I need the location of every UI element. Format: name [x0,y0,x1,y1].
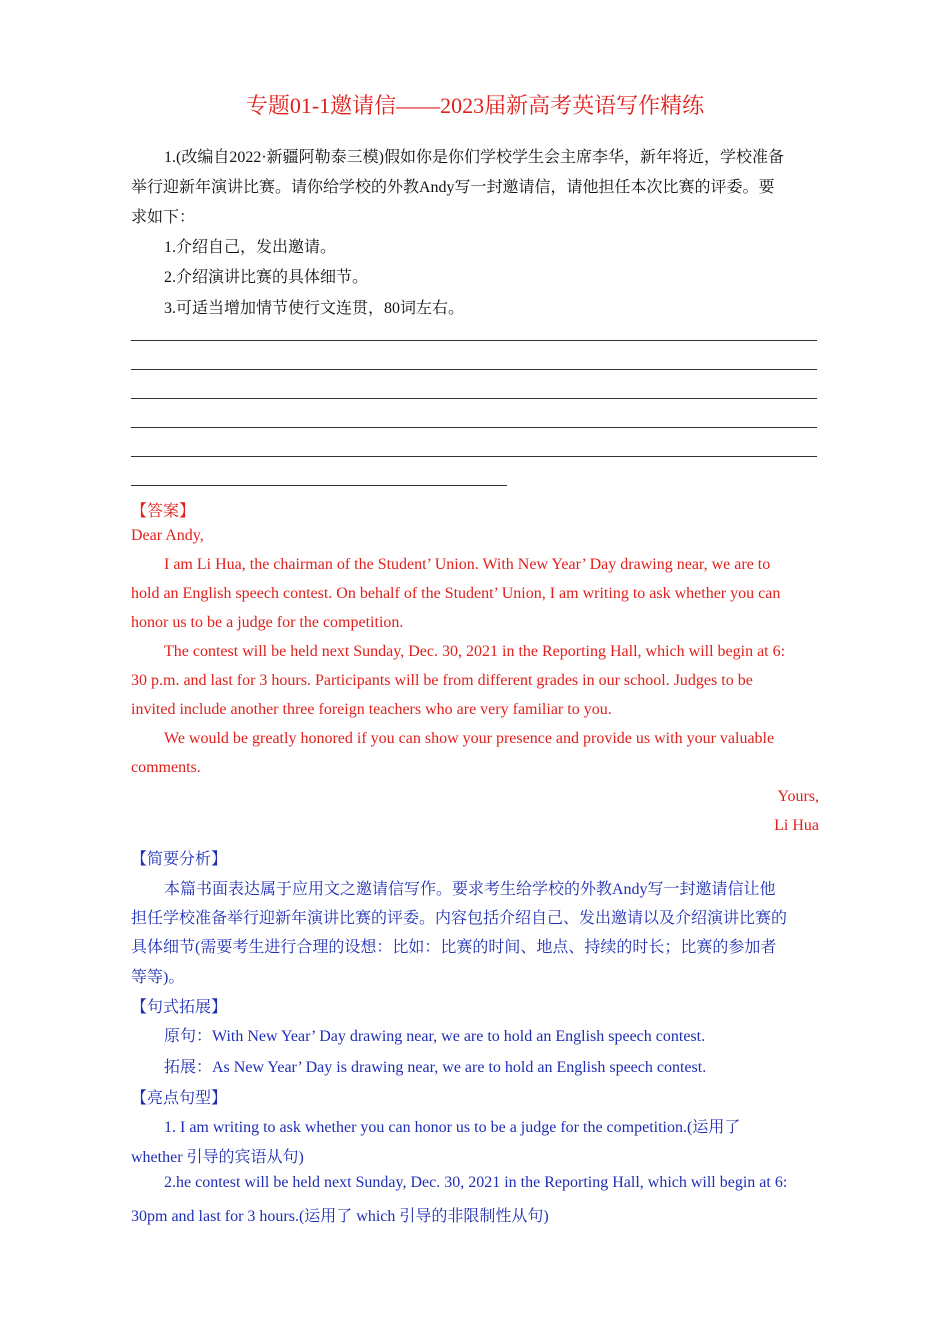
requirement-3: 3.可适当增加情节使行文连贯，80词左右。 [164,300,465,317]
highlight-line: 30pm and last for 3 hours.(运用了 which 引导的非限制性从句) [131,1208,549,1225]
analysis-heading: 【简要分析】 [131,851,228,868]
analysis-line: 等等)。 [131,969,185,986]
answer-line: honor us to be a judge for the competition. [131,614,404,631]
requirement-2: 2.介绍演讲比赛的具体细节。 [164,269,369,286]
salutation: Dear Andy, [131,527,204,544]
analysis-line: 本篇书面表达属于应用文之邀请信写作。要求考生给学校的外教Andy写一封邀请信让他 [164,881,776,898]
analysis-line: 担任学校准备举行迎新年演讲比赛的评委。内容包括介绍自己、发出邀请以及介绍演讲比赛的 [131,910,788,927]
page-title: 专题01-1邀请信——2023届新高考英语写作精练 [245,93,705,118]
task-text-line: 举行迎新年演讲比赛。请你给学校的外教Andy写一封邀请信，请他担任本次比赛的评委。要 [131,179,775,196]
highlight-line: whether 引导的宾语从句) [131,1149,304,1166]
writing-line [131,340,817,341]
answer-line: 30 p.m. and last for 3 hours. Participants will be from different grades in our school. Judges to be [131,672,753,689]
analysis-line: 具体细节(需要考生进行合理的设想：比如：比赛的时间、地点、持续的时长；比赛的参加者 [131,939,777,956]
answer-line: The contest will be held next Sunday, Dec. 30, 2021 in the Reporting Hall, which will begin at 6: [164,643,786,660]
closing: Yours, [777,788,819,805]
requirement-1: 1.介绍自己，发出邀请。 [164,239,337,256]
task-text-line: 1.(改编自2022·新疆阿勒泰三模)假如你是你们学校学生会主席李华，新年将近，学校准备 [164,149,784,166]
answer-line: invited include another three foreign teachers who are very familiar to you. [131,701,612,718]
writing-line [131,427,817,428]
original-sentence: 原句：With New Year’ Day drawing near, we are to hold an English speech contest. [164,1028,706,1045]
writing-line [131,369,817,370]
answer-line: comments. [131,759,201,776]
extended-sentence: 拓展：As New Year’ Day is drawing near, we are to hold an English speech contest. [164,1059,707,1076]
answer-line: hold an English speech contest. On behalf of the Student’ Union, I am writing to ask whether you can [131,585,781,602]
signature: Li Hua [774,817,819,834]
highlights-heading: 【亮点句型】 [131,1090,228,1107]
writing-line [131,485,507,486]
answer-heading: 【答案】 [131,503,196,520]
task-text-line: 求如下： [131,209,196,226]
highlight-line: 1. I am writing to ask whether you can honor us to be a judge for the competition.(运用了 [164,1119,741,1136]
writing-line [131,456,817,457]
writing-line [131,398,817,399]
answer-line: We would be greatly honored if you can show your presence and provide us with your valuable [164,730,775,747]
answer-line: I am Li Hua, the chairman of the Student’ Union. With New Year’ Day drawing near, we are to [164,556,771,573]
extension-heading: 【句式拓展】 [131,999,228,1016]
highlight-line: 2.he contest will be held next Sunday, Dec. 30, 2021 in the Reporting Hall, which will begin at 6: [164,1174,788,1191]
